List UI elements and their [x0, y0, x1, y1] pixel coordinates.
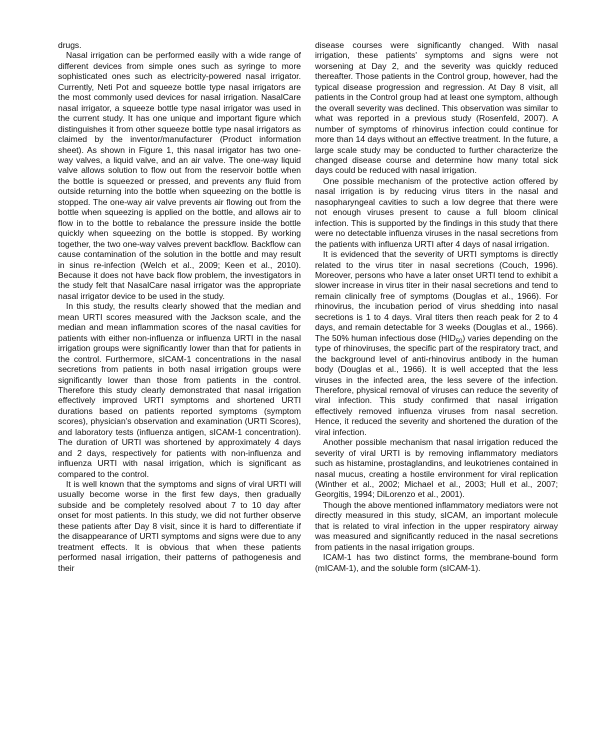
article-body [58, 40, 558, 573]
left-column [58, 40, 301, 573]
paragraph: It is well known that the symptoms and signs of viral URTI will usually become worse in the first few days, then gradually subside and be completely resolved about 7 to 10 day after onset for most patients. In this study, we did not further observe these patients after Day 8 visit, since it is hard to differentiate if the disappearance of URTI symptoms and signs were due to any treatment effects. It is obvious that when these patients performed nasal irrigation, their patterns of pathogenesis and their [58, 479, 301, 573]
paragraph: disease courses were significantly changed. With nasal irrigation, these patients' symptoms and signs were not worsening at Day 2, and the severity was quickly reduced thereafter. Those patients in the Control group, however, had the typical disease progression and regression. At Day 8 visit, all patients in the Control group had at least one symptom, although the overall severity was declined. This observation was similar to what was reported in a previous study (Rosenfeld, 2007). A number of symptoms of rhinovirus infection could continue for more than 14 days without an effective treatment. In the future, a large scale study may be conducted to further characterize the changed disease course and determine how many total sick days could be reduced with nasal irrigation. [315, 40, 558, 176]
subscript: 50 [455, 338, 463, 345]
paragraph: Though the above mentioned inflammatory mediators were not directly measured in this study, sICAM, an important molecule that is related to viral infection in the upper respiratory airway was measured and significantly reduced in the nasal secretions from patients in the nasal irrigation groups. [315, 499, 558, 552]
paragraph: ICAM-1 has two distinct forms, the membrane-bound form (mICAM-1), and the soluble form (sICAM-1). [315, 552, 558, 573]
paragraph [315, 249, 558, 437]
paragraph: Another possible mechanism that nasal irrigation reduced the severity of viral URTI is by removing inflammatory mediators such as histamine, prostaglandins, and leukotrienes contained in nasal mucus, creating a hostile environment for viral replication (Winther et al., 2002; Michael et al., 2003; Hull et al., 2007; Georgitis, 1994; DiLorenzo et al., 2001). [315, 437, 558, 500]
paragraph: In this study, the results clearly showed that the median and mean URTI scores measured with the Jackson scale, and the median and mean inflammation scores of the nasal cavities for patients with either non-influenza or influenza URTI in the nasal irrigation groups were significantly lower than that for patients in the control. Furthermore, sICAM-1 concentrations in the nasal secretions from patients in both nasal irrigation groups were significantly lower than those from patients in the control. Therefore this study clearly demonstrated that nasal irrigation effectively improved URTI symptoms and shortened URTI durations based on patients reported symptoms (symptom scores), physician's observation and examination (URTI Scores), and laboratory tests (influenza antigen, sICAM-1 concentration). The duration of URTI was shortened by approximately 4 days and 2 days, respectively for patients with non-influenza and influenza URTI with nasal irrigation, which is significant as compared to the control. [58, 301, 301, 479]
paragraph-text: It is evidenced that the severity of URTI symptoms is directly related to the virus titer in nasal secretions (Couch, 1996). Moreover, persons who have a later onset URTI tend to exhibit a slower increase in virus titer in their nasal secretions and tend to remain clinically free of symptoms (Douglas et al., 1966). For rhinovirus, the incubation period of virus shedding into nasal secretions is 1 to 4 days. Viral titers then reach peak for 2 to 4 days, and remain detectable for 3 weeks (Douglas et al., 1966). The 50% human infectious dose (HID [315, 249, 558, 343]
paragraph: Nasal irrigation can be performed easily with a wide range of different devices from simple ones such as syringe to more sophisticated ones such as electricity-powered nasal irrigator. Currently, Neti Pot and squeeze bottle type nasal irrigators are the most commonly used devices for nasal irrigation. NasalCare nasal irrigator, a squeeze bottle type nasal irrigator was used in the current study. It has one unique and important figure which distinguishes it from other squeeze bottle type nasal irrigators as claimed by the inventor/manufacturer (Product information sheet). As shown in Figure 1, this nasal irrigator has two one-way valves, a liquid valve, and an air valve. The one-way liquid valve allows solution to flow out from the reservoir bottle when the bottle is squeezed or pressed, and prevents any fluid from outside returning into the bottle when squeezing on the bottle is stopped. The one-way air valve prevents air flowing out from the bottle when squeezing is applied on the bottle, and allows air to flow in to the bottle to rebalance the pressure inside the bottle quickly when squeezing on the bottle is stopped. By working together, the two one-way valves prevent backflow. Backflow can cause contamination of the solution in the bottle and may result in sinus re-infection (Welch et al., 2009; Keen et al., 2010). Because it does not have back flow problem, the investigators in the study felt that NasalCare nasal irrigator was the appropriate nasal irrigator device to be used in the study. [58, 50, 301, 301]
right-column [315, 40, 558, 573]
paragraph-text: ) varies depending on the type of rhinoviruses, the specific part of the respiratory tract, and the background level of anti-rhinovirus antibody in the human body (Douglas et al., 1966). It is well accepted that the less viruses in the infected area, the less severe of the infection. Therefore, physical removal of viruses can reduce the severity of viral infection. This study confirmed that nasal irrigation effectively removed influenza viruses from nasal secretion. Hence, it reduced the severity and shortened the duration of the viral infection. [315, 332, 558, 437]
paragraph: One possible mechanism of the protective action offered by nasal irrigation is by reducing virus titers in the nasal and nasopharyngeal cavities to such a low degree that there were not enough viruses present to cause a full bloom clinical infection. This is supported by the findings in this study that there were no detectable influenza viruses in the nasal secretions from the patients with influenza URTI after 4 days of nasal irrigation. [315, 175, 558, 249]
paragraph: drugs. [58, 40, 82, 50]
